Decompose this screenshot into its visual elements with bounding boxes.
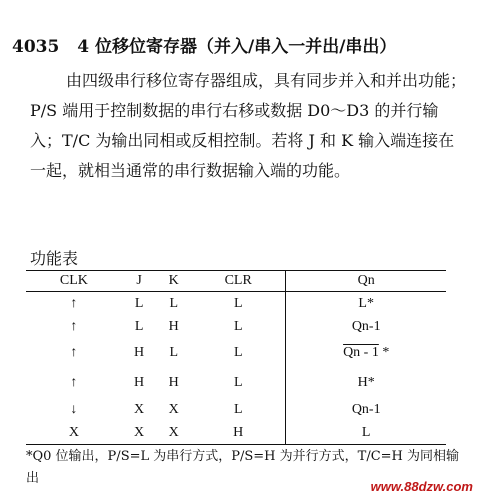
cell-clk: ↑ (70, 375, 78, 390)
cell-clk: ↓ (70, 401, 78, 417)
cell-clr: L (233, 318, 243, 334)
cell-clk: ↑ (70, 295, 78, 311)
cell-clr: L (233, 345, 243, 360)
function-table (26, 270, 446, 445)
cell-qn (286, 338, 446, 368)
table-header-row (26, 271, 446, 292)
table-row (26, 338, 446, 368)
cell-qn: H* (286, 368, 446, 398)
cell-clk: ↑ (70, 345, 78, 360)
section-title (12, 32, 396, 57)
cell-qn-asterisk: * (378, 345, 390, 360)
cell-clk: X (26, 421, 122, 445)
cell-qn: L (286, 421, 446, 445)
table-row (26, 315, 446, 338)
cell-j: X (122, 421, 157, 445)
table-row (26, 292, 446, 316)
cell-clr: L (233, 295, 243, 311)
cell-j: H (134, 375, 145, 390)
cell-j: L (134, 318, 144, 334)
table-footnote: *Q0 位输出，P/S=L 为串行方式，P/S=H 为并行方式，T/C=H 为同相输出 (26, 449, 460, 486)
description-paragraph (30, 66, 468, 186)
cell-k: X (156, 421, 191, 445)
cell-qn: L* (286, 292, 446, 316)
table-row (26, 421, 446, 445)
cell-j: L (134, 295, 144, 311)
cell-k: H (168, 375, 179, 390)
cell-clr: L (233, 375, 243, 390)
table-row (26, 398, 446, 421)
header-clr: CLR (191, 271, 286, 292)
header-clk: CLK (26, 271, 122, 292)
cell-j: H (134, 345, 145, 360)
cell-clr: H (191, 421, 286, 445)
header-j: J (122, 271, 157, 292)
cell-qn: Qn-1 (286, 398, 446, 421)
header-k: K (156, 271, 191, 292)
section-title-text: 4 位移位寄存器（并入/串入一并出/串出） (77, 37, 397, 57)
section-number: 4035 (12, 37, 60, 57)
cell-clr: L (233, 401, 243, 417)
cell-qn-inverted: Qn - 1 (343, 345, 379, 360)
cell-k: X (168, 401, 179, 417)
cell-clk: ↑ (70, 318, 78, 334)
cell-k: H (168, 318, 179, 334)
site-watermark: www.88dzw.com (370, 479, 473, 494)
cell-k: L (169, 295, 178, 311)
cell-qn: Qn-1 (286, 315, 446, 338)
table-row (26, 368, 446, 398)
description-text: 由四级串行移位寄存器组成，具有同步并入和并出功能；P/S 端用于控制数据的串行右移或数据 D0～D3 的并行输入；T/C 为输出同相或反相控制。若将 J 和 K 输入端连接在一起，就相当通常的串行数据输入端的功能。 (30, 71, 467, 180)
table-caption: 功能表 (30, 249, 79, 268)
cell-j: X (134, 401, 145, 417)
header-qn: Qn (286, 271, 446, 292)
cell-k: L (169, 345, 178, 360)
